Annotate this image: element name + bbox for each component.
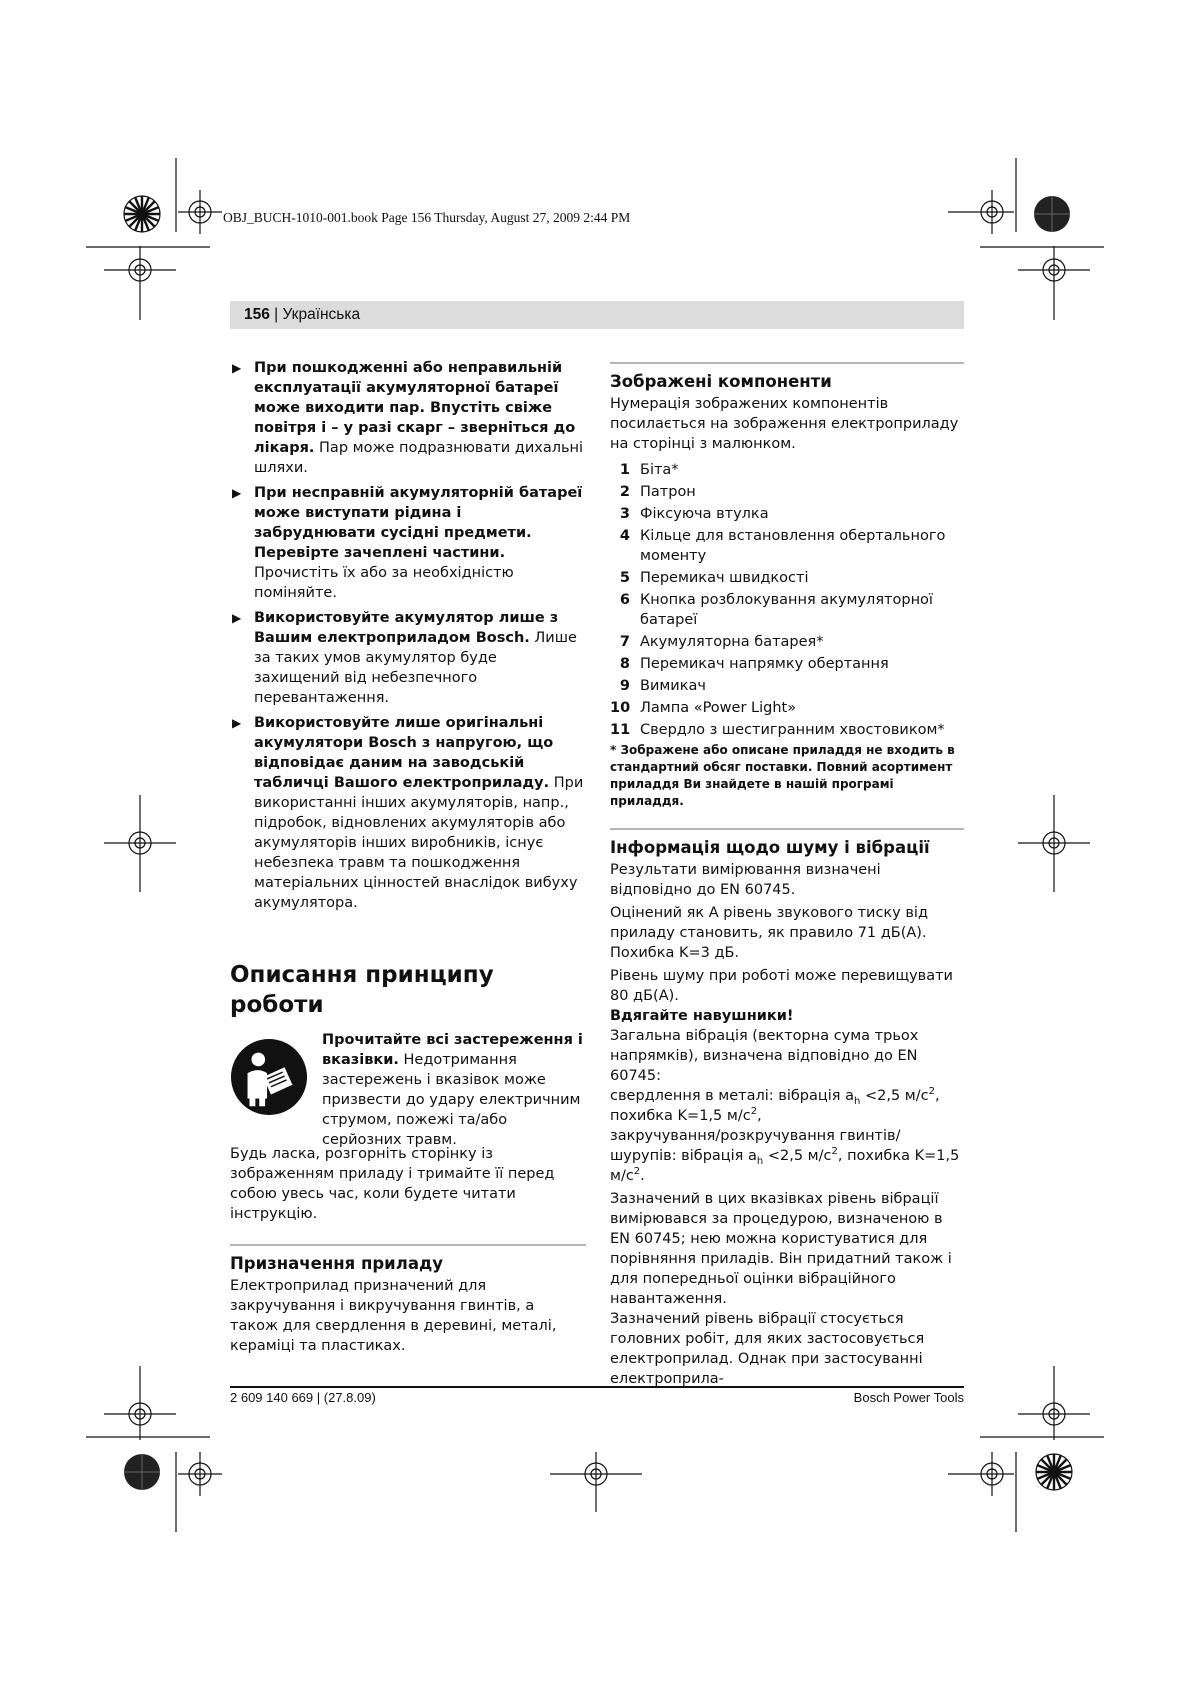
footer-doc-number: 2 609 140 669 | (27.8.09)	[230, 1390, 376, 1405]
safety-bullet	[230, 483, 586, 603]
bullet-bold-text: Використовуйте лише оригінальні акумулятори Bosch з напругою, що відповідає даним на заводській табличці Вашого електроприладу.	[254, 715, 554, 791]
header-language: Українська	[282, 306, 361, 323]
footer-rule	[230, 1386, 964, 1388]
star-target-top-left	[124, 196, 160, 232]
component-item: 5 Перемикач швидкості	[619, 570, 809, 586]
crosshair-top-right	[948, 190, 1014, 234]
safety-bullet	[230, 608, 586, 708]
left-column	[230, 358, 586, 1356]
header-separator: |	[269, 306, 283, 323]
crosshair-bottom-center	[550, 1452, 642, 1512]
crosshair-bottom-left	[178, 1452, 222, 1496]
read-manual-icon	[230, 1038, 308, 1116]
page-instruction: Будь ласка, розгорніть сторінку із зображенням приладу і тримайте її перед собою увесь час, коли будете читати інструкцію.	[230, 1146, 555, 1222]
crosshair-right-upper	[1018, 246, 1090, 320]
component-item: 7 Акумуляторна батарея*	[619, 634, 824, 650]
bullet-bold-text: При несправній акумуляторній батареї може виступати рідина і забруднювати сусідні предмети. Перевірте зачеплені частини.	[254, 485, 583, 561]
read-instructions-warning	[230, 1030, 586, 1148]
vibration-intro: Загальна вібрація (векторна сума трьох напрямків), визначена відповідно до EN 60745:	[610, 1028, 919, 1084]
noise-paragraph-1: Результати вимірювання визначені відповідно до EN 60745.	[610, 862, 881, 898]
safety-bullet	[230, 358, 586, 478]
component-item: 4 Кільце для встановлення обертального моменту	[619, 528, 946, 564]
bullet-triangle-icon: ▶	[232, 716, 242, 730]
star-target-bottom-right	[1036, 1454, 1072, 1490]
component-item: 2 Патрон	[619, 484, 696, 500]
bullet-text: Пар може подразнювати дихальні шляхи.	[254, 440, 584, 476]
solid-target-top-right	[1034, 196, 1070, 232]
bullet-bold-text: При пошкодженні або неправильній експлуатації акумуляторної батареї може виходити пар. Впустіть свіже повітря і – у разі скарг – зверніться до лікаря.	[254, 360, 576, 456]
crosshair-top-left	[178, 190, 222, 234]
section-title-noise: Інформація щодо шуму і вібрації	[610, 838, 930, 857]
bullet-text: При використанні інших акумуляторів, напр., підробок, відновлених акумуляторів або акумуляторів інших виробників, існує небезпека травм та пошкодження матеріальних цінностей внаслідок вибуху акумулятора.	[254, 775, 584, 911]
noise-vibration-section	[610, 828, 964, 1389]
right-column	[610, 362, 964, 1389]
bullet-triangle-icon: ▶	[232, 611, 242, 625]
accessories-footnote: * Зображене або описане приладдя не входить в стандартний обсяг поставки. Повний асортимент приладдя Ви знайдете в нашій програмі приладдя.	[610, 743, 955, 808]
crosshair-left-lower	[104, 1366, 176, 1440]
component-item: 9 Вимикач	[619, 678, 706, 694]
vibration-drilling: свердлення в металі: вібрація $a_h <2,5$ $м/с^2$, похибка K=1,5 $м/с^2$,	[610, 1086, 940, 1124]
warning-text: Недотримання застережень і вказівок може призвести до удару електричним струмом, пожежі та/або серйозних травм.	[322, 1052, 581, 1148]
purpose-text: Електроприлад призначений для закручування і викручування гвинтів, а також для свердлення в деревині, металі, кераміці та пластиках.	[230, 1278, 557, 1354]
print-slug: OBJ_BUCH-1010-001.book Page 156 Thursday, August 27, 2009 2:44 PM	[223, 210, 631, 225]
section-title-components: Зображені компоненти	[610, 372, 832, 391]
vibration-paragraph-2: Зазначений в цих вказівках рівень вібрації вимірювався за процедурою, визначеною в EN 60745; нею можна користуватися для порівняння приладів. Він придатний також і для попередньої оцінки вібраційного навантаження.	[610, 1191, 952, 1307]
noise-paragraph-3: Рівень шуму при роботі може перевищувати 80 дБ(А).	[610, 968, 953, 1004]
vibration-paragraph-3: Зазначений рівень вібрації стосується головних робіт, для яких застосовується електроприлад. Однак при застосуванні електроприла-	[610, 1311, 925, 1387]
hearing-protection-warning: Вдягайте навушники!	[610, 1008, 794, 1024]
footer-brand: Bosch Power Tools	[853, 1390, 964, 1405]
bullet-text: Лише за таких умов акумулятор буде захищений від небезпечного перевантаження.	[254, 630, 577, 706]
crosshair-left-middle	[104, 795, 176, 892]
component-item: 1 Біта*	[619, 462, 679, 478]
bullet-triangle-icon: ▶	[232, 361, 242, 375]
purpose-section	[230, 1244, 586, 1356]
solid-target-bottom-left	[124, 1454, 160, 1490]
section-title-purpose: Призначення приладу	[230, 1254, 444, 1273]
component-item: 6 Кнопка розблокування акумуляторної батареї	[619, 592, 933, 628]
vibration-screwing: закручування/розкручування гвинтів/шурупів: вібрація $a_h <2,5$ $м/с^2$, похибка K=1,5 $м/с^2$.	[610, 1128, 960, 1184]
component-item: 3 Фіксуюча втулка	[619, 506, 769, 522]
page-header	[230, 301, 964, 329]
safety-bullet	[230, 713, 586, 913]
bullet-text: Прочистіть їх або за необхідністю поміняйте.	[254, 565, 514, 601]
components-section	[610, 362, 964, 810]
component-item: 11 Свердло з шестигранним хвостовиком*	[610, 722, 945, 738]
bullet-bold-text: Використовуйте акумулятор лише з Вашим електроприладом Bosch.	[254, 610, 559, 646]
components-intro: Нумерація зображених компонентів посилається на зображення електроприладу на сторінці з малюнком.	[610, 396, 959, 452]
component-item: 8 Перемикач напрямку обертання	[619, 656, 889, 672]
page-number: 156	[244, 306, 270, 323]
noise-paragraph-2: Оцінений як А рівень звукового тиску від приладу становить, як правило 71 дБ(А). Похибка K=3 дБ.	[610, 905, 928, 961]
warning-bold-text: Прочитайте всі застереження і вказівки.	[322, 1032, 583, 1068]
crosshair-left-upper	[104, 246, 176, 320]
component-item: 10 Лампа «Power Light»	[610, 700, 797, 716]
bullet-triangle-icon: ▶	[232, 486, 242, 500]
crosshair-right-middle	[1018, 795, 1090, 892]
section-title-operation: Описання принципу роботи	[230, 962, 494, 1018]
crosshair-right-lower	[1018, 1366, 1090, 1440]
crosshair-bottom-right	[948, 1452, 1014, 1496]
